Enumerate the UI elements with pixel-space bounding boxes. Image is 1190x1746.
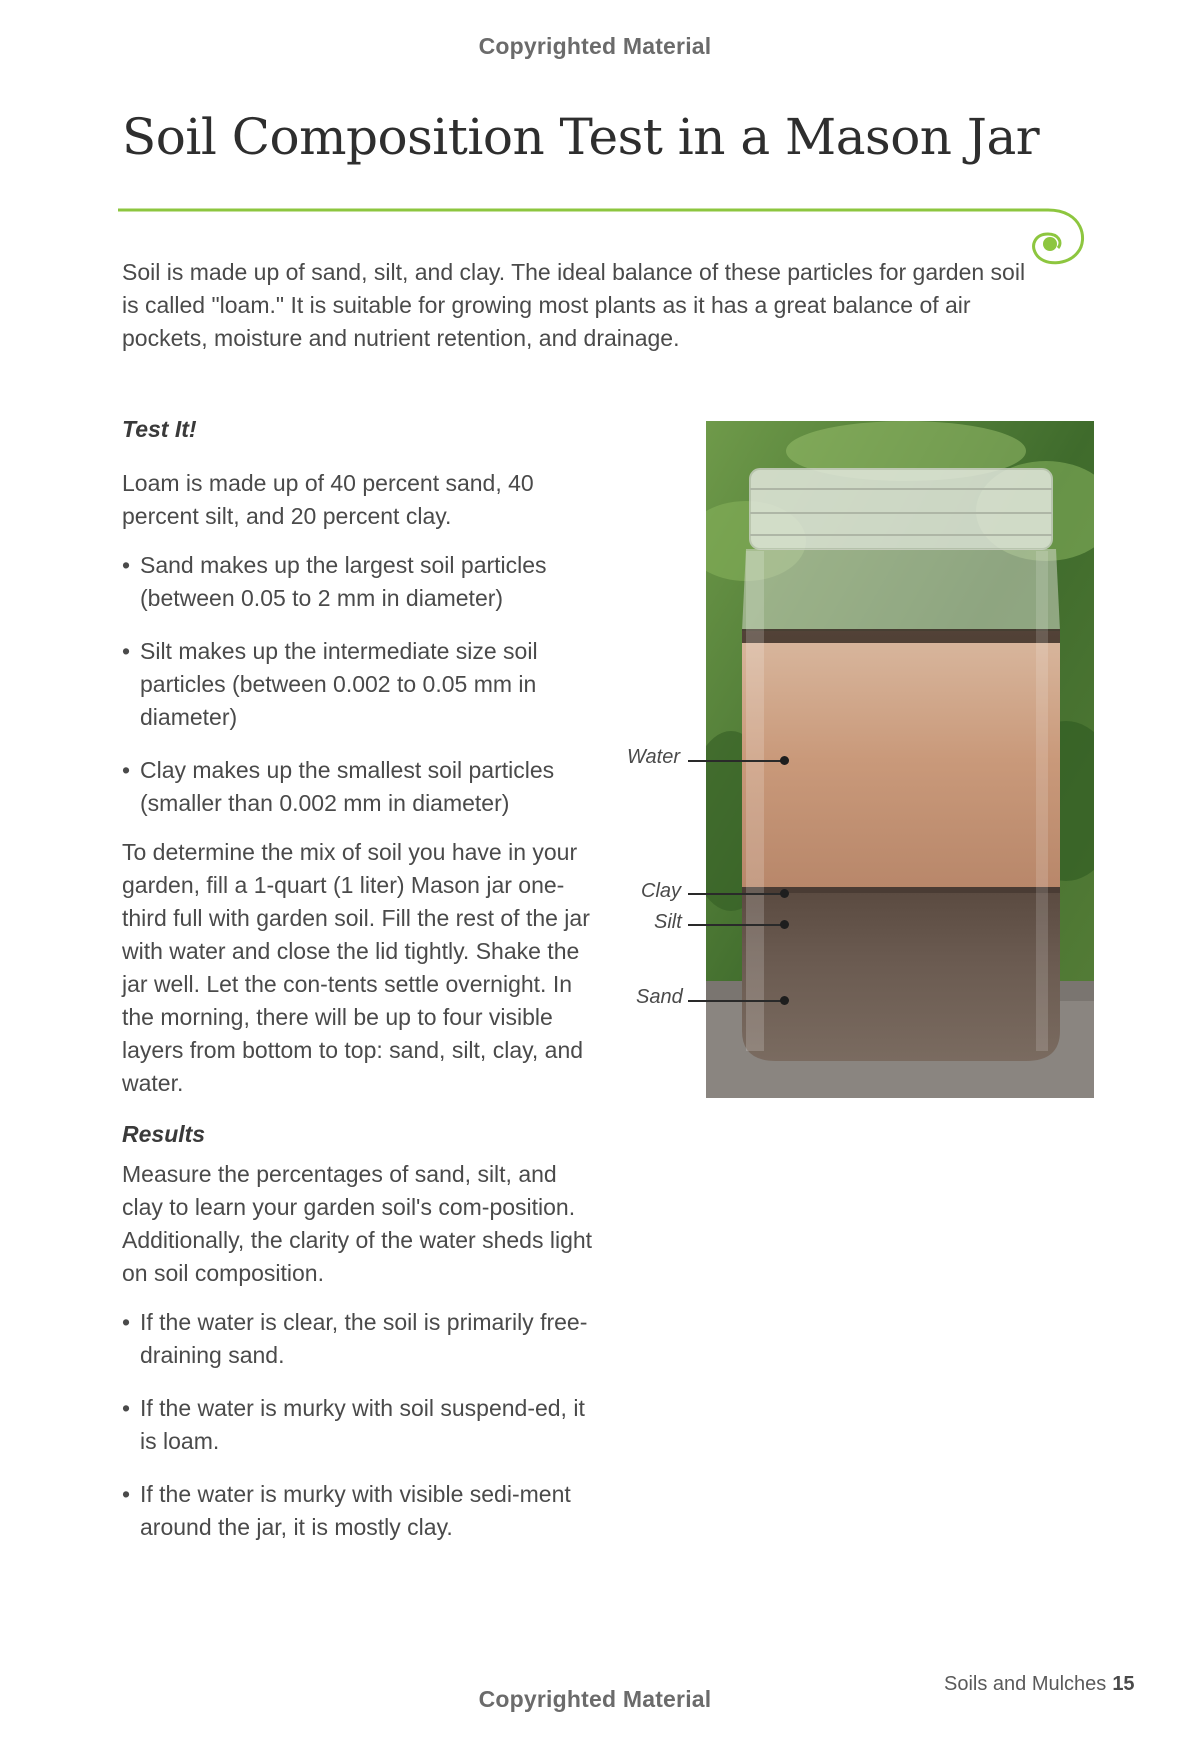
watermark-top: Copyrighted Material: [478, 33, 712, 59]
particle-list: [122, 549, 600, 820]
test-heading: Test It!: [122, 416, 197, 442]
watermark-bottom: Copyrighted Material: [478, 1686, 712, 1712]
mason-jar: [742, 469, 1060, 1061]
procedure-paragraph: To determine the mix of soil you have in your garden, fill a 1-quart (1 liter) Mason jar one-third full with garden soil. Fill the rest of the jar with water and close the lid tightly. Shake the jar well. Let the con-tents settle overnight. In the morning, there will be up to four visible layers from bottom to top: sand, silt, clay, and water.: [122, 839, 590, 1096]
intro-paragraph: Soil is made up of sand, silt, and clay. The ideal balance of these particles for garden soil is called "loam." It is suitable for growing most plants as it has a great balance of air pockets, moisture and nutrient retention, and drainage.: [122, 259, 1026, 351]
callout-clay-label: Clay: [641, 880, 682, 902]
list-item: • Silt makes up the intermediate size soil particles (between 0.002 to 0.05 mm in diameter): [122, 635, 600, 734]
callout-sand-line: [688, 1000, 784, 1002]
callout-silt-label: Silt: [654, 911, 682, 933]
callout-water-dot: [780, 756, 789, 765]
callout-sand-label: Sand: [636, 986, 683, 1008]
callout-clay-dot: [780, 889, 789, 898]
left-column: [122, 413, 600, 1560]
callout-water-line: [688, 760, 784, 762]
callout-sand-dot: [780, 996, 789, 1005]
page-title: Soil Composition Test in a Mason Jar: [122, 108, 1040, 166]
callout-clay-line: [688, 893, 784, 895]
test-paragraph: Loam is made up of 40 percent sand, 40 percent silt, and 20 percent clay.: [122, 470, 534, 529]
list-item: • If the water is clear, the soil is primarily free-draining sand.: [122, 1306, 600, 1372]
list-item: • Sand makes up the largest soil particles (between 0.05 to 2 mm in diameter): [122, 549, 600, 615]
callout-water-label: Water: [627, 746, 680, 768]
callout-silt-line: [688, 924, 784, 926]
results-paragraph: Measure the percentages of sand, silt, and clay to learn your garden soil's com-position. Additionally, the clarity of the water sheds light on soil composition.: [122, 1161, 593, 1286]
list-item: • If the water is murky with visible sedi-ment around the jar, it is mostly clay.: [122, 1478, 600, 1544]
callout-silt-dot: [780, 920, 789, 929]
list-item: • If the water is murky with soil suspend-ed, it is loam.: [122, 1392, 600, 1458]
footer-section: Soils and Mulches: [944, 1673, 1107, 1695]
list-item: • Clay makes up the smallest soil particles (smaller than 0.002 mm in diameter): [122, 754, 600, 820]
results-list: [122, 1306, 600, 1544]
swirl-dot-icon: [1043, 237, 1057, 251]
results-heading: Results: [122, 1121, 206, 1147]
page-number: 15: [1112, 1673, 1135, 1695]
